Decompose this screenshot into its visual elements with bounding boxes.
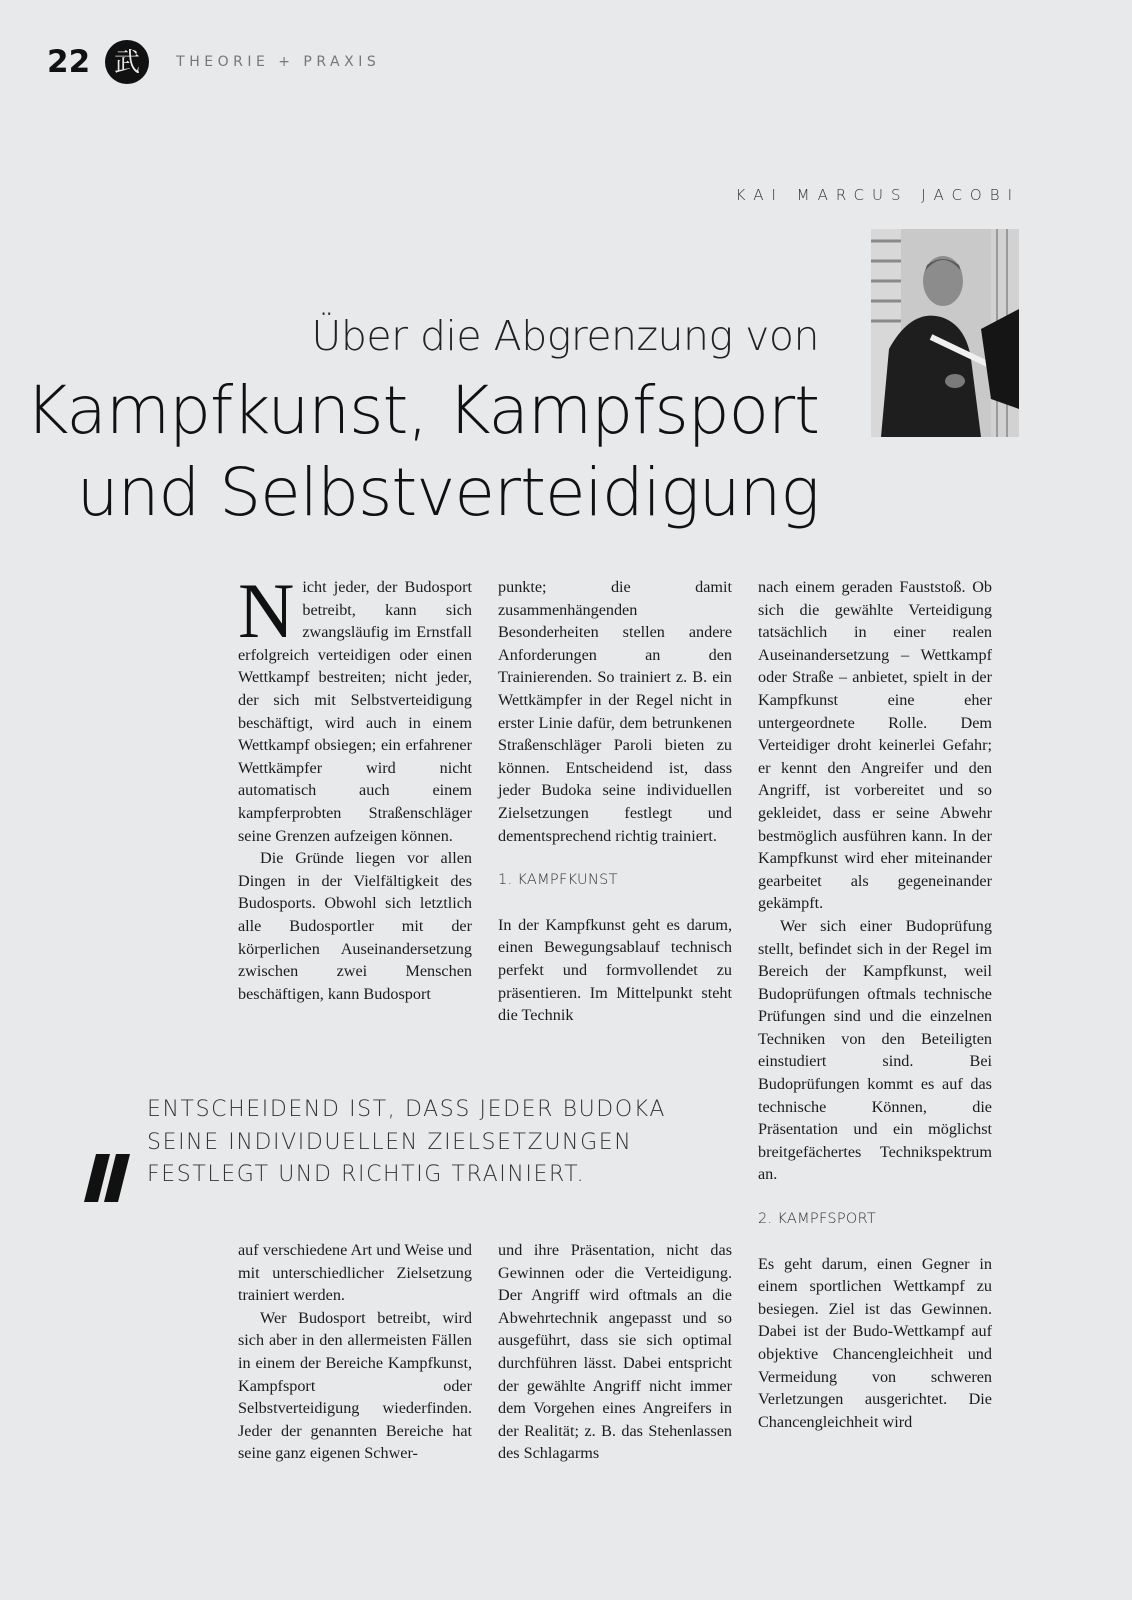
article-title bbox=[25, 370, 819, 534]
paragraph-text: icht jeder, der Budosport betreibt, kann sich zwangsläufig im Ernstfall erfolgreich verteidigen oder einen Wettkampf bestreiten; nicht jeder, der sich mit Selbstverteidigung beschäftigt, wird auch in einem Wettkampf obsiegen; ein erfahrener Wettkämpfer wird nicht automatisch auch einem kampferprobten Straßenschläger seine Grenzen aufzeigen können. bbox=[238, 578, 472, 845]
pull-quote-line: SEINE INDIVIDUELLEN ZIELSETZUNGEN bbox=[147, 1129, 633, 1155]
logo-glyph: 武 bbox=[114, 48, 141, 78]
paragraph: Die Gründe liegen vor allen Dingen in der Vielfältigkeit des Budosports. Obwohl sich letztlich alle Budosportler mit der körperlichen Auseinandersetzung zwischen zwei Menschen beschäftigen, kann Budosport bbox=[238, 849, 472, 1003]
article-subtitle: Über die Abgrenzung von bbox=[311, 312, 819, 360]
paragraph: Wer Budosport betreibt, wird sich aber in den allermeisten Fällen in einem der Bereiche Kampfkunst, Kampfsport oder Selbstverteidigung wiederfinden. Jeder der genannten Bereiche hat seine ganz eigenen Schwer- bbox=[238, 1308, 472, 1463]
budo-logo-icon bbox=[104, 39, 150, 85]
title-line: und Selbstverteidigung bbox=[76, 454, 819, 531]
paragraph: nach einem geraden Fauststoß. Ob sich die gewählte Verteidigung tatsächlich in einer realen Auseinandersetzung – Wettkampf oder Straße – anbietet, spielt in der Kampfkunst eine eher untergeordnete Rolle. Dem Verteidiger droht keinerlei Gefahr; er kennt den Angreifer und den Angriff, ist vorbereitet und so gekleidet, dass er seine Abwehr bestmöglich ausführen kann. In der Kampfkunst wird eher miteinander gearbeitet als gegeneinander gekämpft. bbox=[758, 578, 992, 913]
author-photo bbox=[871, 229, 1019, 437]
paragraph: punkte; die damit zusammenhängenden Besonderheiten stellen andere Anforderungen an den Trainierenden. So trainiert z. B. ein Wettkämpfer in der Regel nicht in erster Linie dafür, dem betrunkenen Straßenschläger Paroli bieten zu können. Entscheidend ist, dass jeder Budoka seine individuellen Zielsetzungen festlegt und dementsprechend richtig trainiert. bbox=[498, 578, 732, 845]
column-2-top bbox=[498, 576, 732, 1027]
column-2-bottom bbox=[498, 1239, 732, 1465]
pull-quote bbox=[147, 1094, 707, 1192]
pull-quote-line: ENTSCHEIDEND IST, DASS JEDER BUDOKA bbox=[147, 1097, 667, 1122]
page-number: 22 bbox=[47, 44, 91, 80]
paragraph: In der Kampfkunst geht es darum, einen Bewegungsablauf technisch perfekt und formvollendet zu präsentieren. Im Mittelpunkt steht die Technik bbox=[498, 915, 732, 1025]
paragraph: Es geht darum, einen Gegner in einem sportlichen Wettkampf zu besiegen. Ziel ist das Gewinnen. Dabei ist der Budo-Wettkampf auf objektive Chancengleichheit und Vermeidung von schweren Verletzungen ausgerichtet. Die Chancengleichheit wird bbox=[758, 1254, 992, 1431]
column-3 bbox=[758, 576, 992, 1433]
quote-mark-icon bbox=[82, 1148, 130, 1206]
author-name: KAI MARCUS JACOBI bbox=[735, 186, 1020, 204]
section-heading-kampfsport: 2. KAMPFSPORT bbox=[758, 1211, 877, 1228]
drop-cap: N bbox=[238, 567, 295, 654]
page-header bbox=[47, 40, 380, 84]
title-line: Kampfkunst, Kampfsport bbox=[25, 372, 819, 449]
paragraph: auf verschiedene Art und Weise und mit unterschiedlicher Zielsetzung trainiert werden. bbox=[238, 1241, 472, 1305]
section-label: THEORIE + PRAXIS bbox=[176, 54, 381, 70]
section-heading-kampfkunst: 1. KAMPFKUNST bbox=[498, 872, 618, 889]
pull-quote-line: FESTLEGT UND RICHTIG TRAINIERT. bbox=[147, 1162, 586, 1187]
column-1-top bbox=[238, 567, 472, 1005]
paragraph: und ihre Präsentation, nicht das Gewinnen oder die Verteidigung. Der Angriff wird oftmals an die Abwehrtechnik angepasst und so ausgeführt, dass sie sich optimal durchführen lässt. Dabei entspricht der gewählte Angriff nicht immer dem Vorgehen eines Angreifers in der Realität; z. B. das Stehenlassen des Schlagarms bbox=[498, 1241, 732, 1463]
column-1-bottom bbox=[238, 1239, 472, 1465]
paragraph: Wer sich einer Budoprüfung stellt, befindet sich in der Regel im Bereich der Kampfkunst, weil Budoprüfungen oftmals technische Prüfungen sind und die einzelnen Techniken von den Beteiligten einstudiert sind. Bei Budoprüfungen kommt es auf das technische Können, die Präsentation und ein möglichst breitgefächertes Technikspektrum an. bbox=[758, 916, 992, 1184]
paragraph bbox=[238, 567, 472, 847]
